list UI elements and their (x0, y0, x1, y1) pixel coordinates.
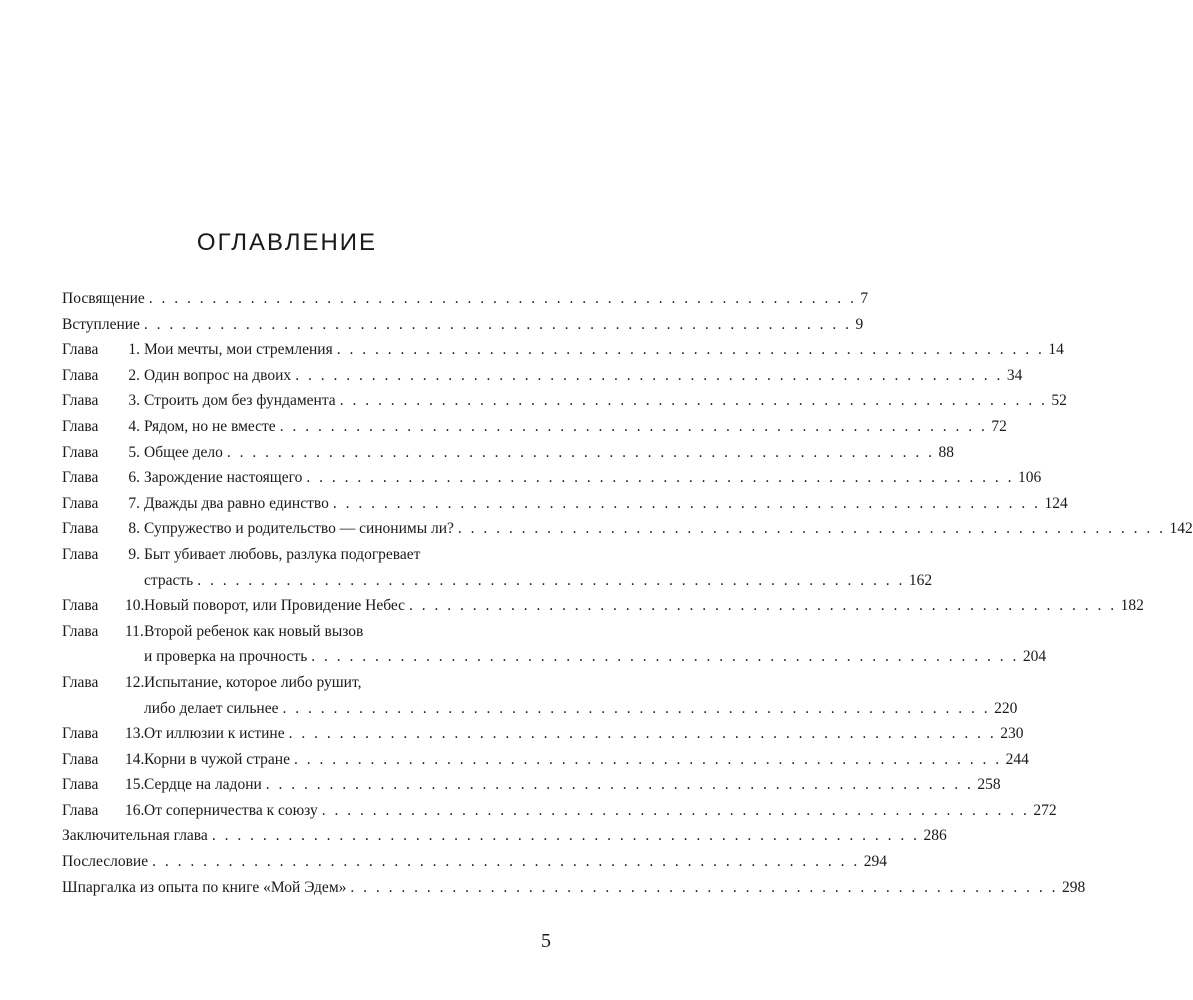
dot-leader: . . . . . . . . . . . . . . . . . . . . . . . . . . . . . . . . . . . . . . . . . . . . . . . . . . . . . . . . (282, 699, 991, 717)
toc-entry-line (62, 721, 1024, 747)
dot-leader: . . . . . . . . . . . . . . . . . . . . . . . . . . . . . . . . . . . . . . . . . . . . . . . . . . . . . . . . (339, 392, 1048, 410)
chapter-number: 3. (128, 392, 140, 410)
dot-leader: . . . . . . . . . . . . . . . . . . . . . . . . . . . . . . . . . . . . . . . . . . . . . . . . . . . . . . . . (148, 290, 857, 307)
toc-entry-title: Шпаргалка из опыта по книге «Мой Эдем» (62, 878, 347, 896)
chapter-prefix: Глава (62, 673, 99, 691)
chapter-number: 10. (125, 597, 145, 615)
toc-page-number: 9 (855, 315, 864, 333)
page-title: ОГЛАВЛЕНИЕ (196, 229, 378, 256)
toc-entry[interactable] (62, 337, 1064, 363)
chapter-prefix: Глава (62, 776, 99, 794)
toc-page-number: 298 (1062, 878, 1086, 896)
toc-entry-line (62, 696, 1018, 722)
toc-entry-title: страсть (144, 571, 194, 589)
dot-leader: . . . . . . . . . . . . . . . . . . . . . . . . . . . . . . . . . . . . . . . . . . . . . . . . . . . . . . . . (311, 648, 1019, 666)
toc-entry-title: Супружество и родительство — синонимы ли? (144, 520, 454, 538)
toc-entry-title: Зарождение настоящего (144, 469, 303, 487)
toc-entry-line (62, 747, 1029, 773)
toc-entry-title: Быт убивает любовь, разлука подогревает (144, 545, 421, 563)
dot-leader: . . . . . . . . . . . . . . . . . . . . . . . . . . . . . . . . . . . . . . . . . . . . . . . . . . . . . . . . (143, 315, 852, 333)
chapter-number: 16. (125, 801, 145, 819)
toc-entry-title: Мои мечты, мои стремления (144, 341, 333, 359)
chapter-prefix: Глава (62, 366, 99, 384)
chapter-number: 12. (125, 673, 145, 691)
toc-entry[interactable] (62, 798, 1057, 824)
dot-leader: . . . . . . . . . . . . . . . . . . . . . . . . . . . . . . . . . . . . . . . . . . . . . . . . . . . . . . . . (295, 366, 1003, 384)
toc-entry[interactable] (62, 465, 1042, 491)
toc-page-number: 244 (1005, 750, 1029, 768)
toc-entry-title: Заключительная глава (62, 827, 208, 845)
table-of-contents (62, 286, 1193, 900)
dot-leader: . . . . . . . . . . . . . . . . . . . . . . . . . . . . . . . . . . . . . . . . . . . . . . . . . . . . . . . . (457, 520, 1166, 538)
chapter-prefix: Глава (62, 341, 99, 359)
toc-entry-title: Испытание, которое либо рушит, (144, 673, 362, 691)
toc-entry-line (62, 516, 1193, 542)
toc-entry-title: и проверка на прочность (144, 648, 308, 666)
toc-entry-line (62, 644, 1047, 670)
toc-page-number: 7 (860, 290, 869, 307)
toc-entry-title: От соперничества к союзу (144, 801, 318, 819)
toc-entry[interactable] (62, 593, 1144, 619)
toc-page-number: 106 (1017, 469, 1042, 487)
chapter-prefix: Глава (62, 494, 99, 512)
dot-leader: . . . . . . . . . . . . . . . . . . . . . . . . . . . . . . . . . . . . . . . . . . . . . . . . . . . . . . . . (279, 417, 988, 435)
toc-entry[interactable] (62, 772, 1001, 798)
toc-page-number: 182 (1120, 597, 1144, 615)
toc-entry-line (62, 542, 518, 568)
toc-page-number: 294 (863, 853, 887, 871)
toc-entry-title: Послесловие (62, 853, 149, 871)
chapter-number: 11. (125, 622, 144, 640)
dot-leader: . . . . . . . . . . . . . . . . . . . . . . . . . . . . . . . . . . . . . . . . . . . . . . . . . . . . . . . . (409, 597, 1117, 615)
chapter-prefix: Глава (62, 725, 99, 743)
toc-page-number: 88 (938, 443, 955, 461)
toc-entry-line (62, 619, 518, 645)
toc-entry-line (62, 849, 887, 875)
toc-entry-title: Дважды два равно единство (144, 494, 329, 512)
toc-entry-line (62, 388, 1067, 414)
toc-entry-line (62, 823, 947, 849)
toc-page-number: 272 (1033, 801, 1057, 819)
toc-entry-line (62, 772, 1001, 798)
toc-page-number: 124 (1044, 494, 1068, 512)
chapter-prefix: Глава (62, 622, 99, 640)
dot-leader: . . . . . . . . . . . . . . . . . . . . . . . . . . . . . . . . . . . . . . . . . . . . . . . . . . . . . . . . (152, 853, 860, 871)
chapter-prefix: Глава (62, 417, 99, 435)
chapter-number: 5. (128, 443, 140, 461)
dot-leader: . . . . . . . . . . . . . . . . . . . . . . . . . . . . . . . . . . . . . . . . . . . . . . . . . . . . . . . . (211, 827, 920, 845)
toc-entry-title: Сердце на ладони (144, 776, 262, 794)
toc-page-number: 258 (977, 776, 1001, 794)
toc-entry[interactable] (62, 414, 1007, 440)
toc-entry-title: Общее дело (144, 443, 223, 461)
toc-page-number: 142 (1169, 520, 1193, 538)
toc-entry-title: Рядом, но не вместе (144, 417, 276, 435)
dot-leader: . . . . . . . . . . . . . . . . . . . . . . . . . . . . . . . . . . . . . . . . . . . . . . . . . . . . . . . . (288, 725, 997, 743)
toc-entry[interactable] (62, 388, 1067, 414)
dot-leader: . . . . . . . . . . . . . . . . . . . . . . . . . . . . . . . . . . . . . . . . . . . . . . . . . . . . . . . . (350, 878, 1058, 896)
toc-entry[interactable] (62, 849, 887, 875)
toc-entry-line (62, 414, 1007, 440)
toc-entry-line (62, 363, 1023, 389)
dot-leader: . . . . . . . . . . . . . . . . . . . . . . . . . . . . . . . . . . . . . . . . . . . . . . . . . . . . . . . . (265, 776, 974, 794)
chapter-number: 8. (128, 520, 140, 538)
chapter-prefix: Глава (62, 520, 99, 538)
chapter-prefix: Глава (62, 801, 99, 819)
dot-leader: . . . . . . . . . . . . . . . . . . . . . . . . . . . . . . . . . . . . . . . . . . . . . . . . . . . . . . . . (293, 750, 1002, 768)
toc-entry[interactable] (62, 747, 1029, 773)
toc-entry[interactable] (62, 491, 1068, 517)
toc-page-number: 286 (923, 827, 947, 845)
toc-entry-line (62, 465, 1042, 491)
toc-entry[interactable] (62, 312, 864, 338)
toc-entry[interactable] (62, 721, 1024, 747)
toc-page-number: 52 (1051, 392, 1067, 410)
toc-entry-title: Вступление (62, 315, 140, 333)
toc-page-number: 72 (991, 417, 1007, 435)
chapter-number: 6. (128, 469, 140, 487)
dot-leader: . . . . . . . . . . . . . . . . . . . . . . . . . . . . . . . . . . . . . . . . . . . . . . . . . . . . . . . . (336, 341, 1045, 359)
toc-entry-line (62, 670, 518, 696)
toc-entry-line (62, 337, 1064, 363)
chapter-number: 7. (128, 494, 140, 512)
toc-entry-title: Второй ребенок как новый вызов (144, 622, 364, 640)
chapter-number: 4. (128, 417, 140, 435)
chapter-prefix: Глава (62, 392, 99, 410)
toc-entry[interactable] (62, 516, 1193, 542)
toc-entry[interactable] (62, 363, 1023, 389)
toc-entry-line (62, 312, 864, 338)
chapter-number: 1. (128, 341, 140, 359)
chapter-prefix: Глава (62, 750, 99, 768)
toc-page-number: 230 (1000, 725, 1024, 743)
dot-leader: . . . . . . . . . . . . . . . . . . . . . . . . . . . . . . . . . . . . . . . . . . . . . . . . . . . . . . . . (197, 571, 905, 589)
toc-entry[interactable] (62, 440, 955, 466)
chapter-number: 15. (125, 776, 145, 794)
toc-entry[interactable] (62, 875, 1086, 901)
toc-entry-line (62, 286, 869, 312)
chapter-prefix: Глава (62, 545, 99, 563)
toc-entry-title: От иллюзии к истине (144, 725, 285, 743)
chapter-number: 9. (128, 545, 140, 563)
chapter-prefix: Глава (62, 469, 99, 487)
chapter-prefix: Глава (62, 443, 99, 461)
chapter-number: 2. (128, 366, 140, 384)
toc-entry[interactable] (62, 619, 1047, 670)
toc-entry[interactable] (62, 823, 947, 849)
toc-entry-line (62, 440, 955, 466)
toc-entry-title: Новый поворот, или Провидение Небес (144, 597, 406, 615)
dot-leader: . . . . . . . . . . . . . . . . . . . . . . . . . . . . . . . . . . . . . . . . . . . . . . . . . . . . . . . . (306, 469, 1014, 487)
chapter-number: 14. (125, 750, 145, 768)
dot-leader: . . . . . . . . . . . . . . . . . . . . . . . . . . . . . . . . . . . . . . . . . . . . . . . . . . . . . . . . (226, 443, 935, 461)
chapter-number: 13. (125, 725, 145, 743)
toc-entry-line (62, 568, 933, 594)
toc-entry-title: Посвящение (62, 290, 145, 307)
toc-page-number: 162 (908, 571, 933, 589)
toc-entry-title: Корни в чужой стране (144, 750, 290, 768)
toc-entry-title: либо делает сильнее (144, 699, 279, 717)
toc-page-number: 14 (1048, 341, 1064, 359)
page-number: 5 (541, 930, 551, 952)
toc-entry[interactable] (62, 542, 933, 593)
chapter-prefix: Глава (62, 597, 99, 615)
toc-entry-line (62, 798, 1057, 824)
toc-page-number: 34 (1006, 366, 1023, 384)
toc-entry[interactable] (62, 670, 1018, 721)
dot-leader: . . . . . . . . . . . . . . . . . . . . . . . . . . . . . . . . . . . . . . . . . . . . . . . . . . . . . . . . (332, 494, 1041, 512)
toc-entry-line (62, 593, 1144, 619)
toc-entry-title: Строить дом без фундамента (144, 392, 336, 410)
toc-entry[interactable] (62, 286, 869, 312)
toc-entry-line (62, 491, 1068, 517)
toc-page-number: 220 (994, 699, 1018, 717)
dot-leader: . . . . . . . . . . . . . . . . . . . . . . . . . . . . . . . . . . . . . . . . . . . . . . . . . . . . . . . . (321, 801, 1030, 819)
toc-page-number: 204 (1022, 648, 1047, 666)
toc-entry-title: Один вопрос на двоих (144, 366, 292, 384)
toc-entry-line (62, 875, 1086, 901)
